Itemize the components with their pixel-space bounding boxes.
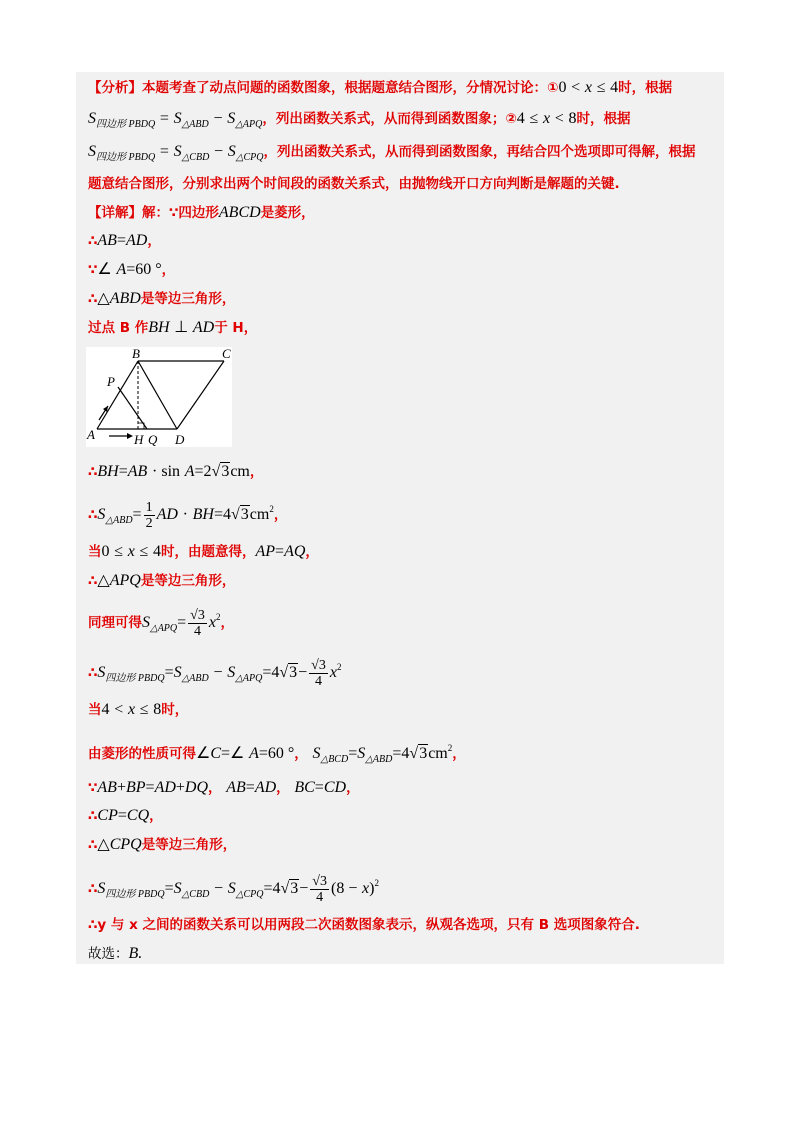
detail-line-12: 当0 ≤ x ≤ 4时，由题意得，AP=AQ，: [88, 543, 319, 560]
text: 是等边三角形，: [140, 291, 236, 307]
detail-line-18: ∵AB+BP=AD+DQ， AB=AD， BC=CD，: [88, 779, 360, 796]
text: ，列出函数关系式，从而得到函数图象，再结合四个选项即可得解，根据: [263, 144, 696, 160]
side-cd: [177, 361, 224, 429]
label-b: B: [132, 347, 140, 361]
label-h: H: [134, 432, 144, 447]
detail-line-6: ∴AB=AD，: [88, 232, 161, 249]
analysis-tag: 【分析】: [88, 80, 142, 96]
detail-line-21: $\therefore S_{四边形 PBDQ}=S_{\triangle CBD} - S_{\triangle CPQ}=4√3-$ $\frac{√3}{4}$ $(8 - x)^2$: [88, 873, 379, 905]
text: 时，由题意得，: [160, 544, 256, 560]
detail-line-10: ∴BH=AB · sin A=2√3cm，: [88, 463, 264, 480]
detail-line-8: ∴△ABD是等边三角形，: [88, 290, 236, 307]
label-p: P: [107, 374, 115, 389]
text: 同理可得: [88, 615, 142, 631]
text: 解：∵四边形: [142, 205, 219, 221]
arrow-right-head: [127, 433, 133, 439]
detail-line-11: $\therefore S_{\triangle ABD}=$ $\frac{1}{2}$ AD · $BH=4√3cm^2$，: [88, 499, 288, 531]
text: 时，根据: [576, 111, 631, 127]
text: 于 H，: [214, 320, 258, 336]
side-ab: [97, 361, 138, 429]
text: ，列出函数关系式，从而得到函数图象；②: [262, 111, 517, 127]
detail-line-9: 过点 B 作BH ⊥ AD于 H，: [88, 319, 258, 336]
text: ∴y 与 x 之间的函数关系可以用两段二次函数图象表示，纵观各选项，只有 B 选项图象符合.: [88, 917, 640, 933]
label-q: Q: [148, 432, 158, 447]
answer: B.: [128, 945, 143, 962]
detail-line-15: $\therefore S_{四边形 PBDQ}=S_{\triangle ABD} - S_{\triangle APQ}=4√3-$ $\frac{√3}{4}$ $x^2$: [88, 657, 342, 689]
detail-line-19: ∴CP=CQ，: [88, 807, 163, 824]
text: 是菱形，: [260, 205, 315, 221]
detail-line-13: ∴△APQ是等边三角形，: [88, 572, 236, 589]
label-a: A: [87, 427, 95, 442]
text: 当: [88, 702, 102, 718]
detail-line-14: 同理可得$S_{\triangle APQ}=$ $\frac{√3}{4}$ $x^2$，: [88, 607, 234, 639]
detail-line-16: 当4 < x ≤ 8时，: [88, 701, 189, 718]
text: 时，: [161, 702, 189, 718]
text: 故选：: [88, 946, 129, 962]
rhombus-diagram: [86, 347, 232, 447]
detail-line-23: [88, 944, 142, 964]
analysis-line-1: 【分析】本题考查了动点问题的函数图象，根据题意结合图形，分情况讨论：①0 < x ≤ 4时，根据: [88, 79, 673, 96]
text: 当: [88, 544, 102, 560]
text: 由菱形的性质可得: [88, 746, 196, 762]
rhombus-figure: [86, 347, 232, 447]
label-d: D: [175, 432, 185, 447]
text: 题意结合图形，分别求出两个时间段的函数关系式，由抛物线开口方向判断是解题的关键.: [88, 176, 620, 192]
text: 本题考查了动点问题的函数图象，根据题意结合图形，分情况讨论：①: [142, 80, 559, 96]
detail-line-20: ∴△CPQ是等边三角形，: [88, 836, 237, 853]
analysis-line-3: $S_{四边形 PBDQ} = S_{\triangle CBD} - S_{\triangle CPQ}$，列出函数关系式，从而得到函数图象，再结合四个选项即可得解，根据: [88, 143, 696, 163]
label-c: C: [222, 347, 231, 361]
detail-line-7: ∵∠ A=60 °，: [88, 261, 176, 278]
detail-line-22: [88, 915, 640, 935]
detail-tag: 【详解】: [88, 205, 142, 221]
text: 过点 B 作: [88, 320, 149, 336]
detail-line-17: 由菱形的性质可得∠C=∠ A=60 °， $S_{\triangle BCD}=S_{\triangle ABD}=4√3cm^2$，: [88, 743, 466, 765]
detail-line-5: 【详解】解：∵四边形ABCD是菱形，: [88, 204, 315, 221]
analysis-line-4: [88, 174, 620, 194]
text: 时，根据: [618, 80, 673, 96]
analysis-line-2: $S_{四边形 PBDQ} = S_{\triangle ABD} - S_{\triangle APQ}$，列出函数关系式，从而得到函数图象；②4 ≤ x < 8时，根据: [88, 110, 631, 130]
diagonal-bd: [138, 361, 177, 429]
text: 是等边三角形，: [140, 573, 236, 589]
text: 是等边三角形，: [141, 837, 237, 853]
